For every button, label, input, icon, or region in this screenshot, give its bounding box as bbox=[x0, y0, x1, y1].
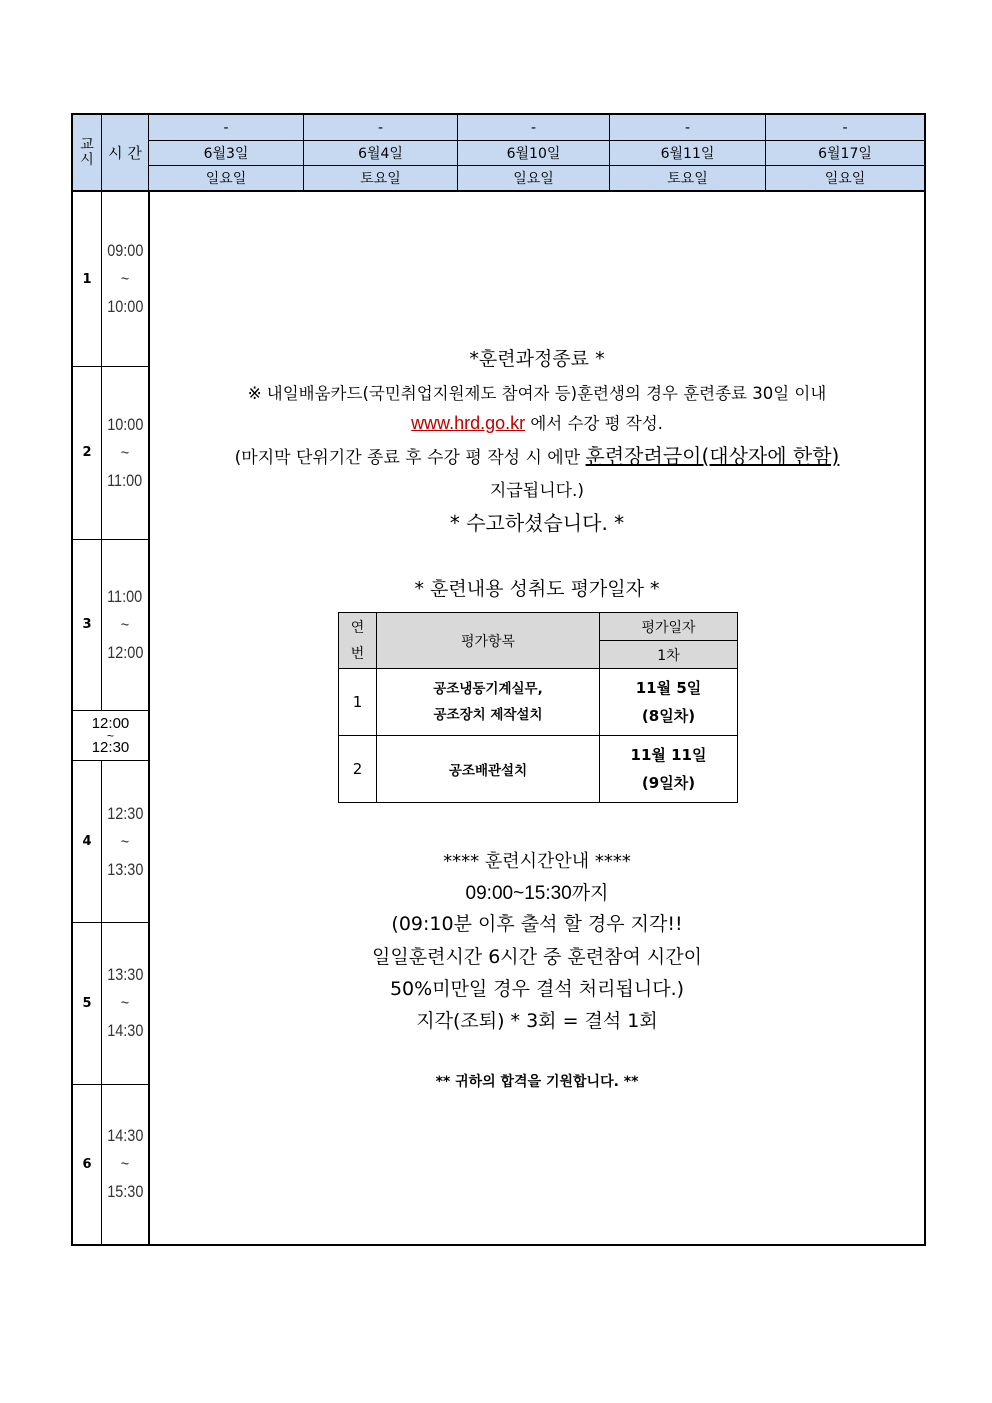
period-time-start: 11:00 bbox=[107, 586, 143, 606]
eval-row-date bbox=[600, 669, 738, 736]
period-header bbox=[73, 115, 101, 190]
period-time-end: 10:00 bbox=[106, 297, 144, 316]
period-time-end: 15:30 bbox=[106, 1182, 144, 1201]
day-header-weekday: 일요일 bbox=[457, 165, 609, 190]
period-time-start: 09:00 bbox=[106, 241, 144, 260]
eval-row-item: 공조배관설치 bbox=[377, 736, 600, 803]
eval-col-no bbox=[339, 613, 377, 669]
eval-col-no-2: 번 bbox=[350, 645, 365, 662]
day-header-date: 6월3일 bbox=[148, 140, 303, 165]
eval-col-date: 평가일자 bbox=[600, 613, 738, 641]
hrd-link[interactable]: www.hrd.go.kr bbox=[411, 413, 526, 433]
notice-line1: ※ 내일배움카드(국민취업지원제도 참여자 등)훈련생의 경우 훈련종료 30일 이내 bbox=[247, 384, 827, 403]
day-header-weekday: 일요일 bbox=[765, 165, 924, 190]
period-time-sep: ~ bbox=[120, 269, 130, 288]
day-header-dash: - bbox=[609, 115, 765, 140]
table-row bbox=[339, 736, 738, 803]
period-time-sep: ~ bbox=[120, 442, 130, 462]
period-time-end: 11:00 bbox=[107, 470, 143, 490]
period-time bbox=[102, 366, 148, 539]
guide-rule3: 지각(조퇴) * 3회 = 결석 1회 bbox=[416, 1010, 658, 1032]
eval-row-date-line2: (9일차) bbox=[641, 774, 696, 792]
eval-row-item bbox=[377, 669, 600, 736]
period-time bbox=[102, 922, 148, 1084]
time-header bbox=[101, 115, 148, 190]
day-header-weekday: 토요일 bbox=[609, 165, 765, 190]
period-time-end: 14:30 bbox=[106, 1021, 144, 1040]
period-number: 1 bbox=[82, 271, 92, 287]
lunch-end: 12:30 bbox=[91, 738, 130, 756]
eval-row-item-line1: 공조냉동기계실무, bbox=[433, 681, 543, 697]
period-time bbox=[102, 761, 148, 922]
day-header-weekday: 토요일 bbox=[303, 165, 457, 190]
period-time-sep: ~ bbox=[120, 993, 130, 1012]
eval-col-item: 평가항목 bbox=[377, 613, 600, 669]
period-header-char2: 시 bbox=[80, 151, 94, 168]
eval-row-date-line2: (8일차) bbox=[641, 707, 696, 725]
period-time-sep: ~ bbox=[120, 831, 130, 851]
notice-line4: 지급됩니다.) bbox=[489, 481, 585, 501]
period-time-start: 12:30 bbox=[106, 803, 144, 823]
day-header-date: 6월17일 bbox=[765, 140, 924, 165]
notice-title: *훈련과정종료 * bbox=[469, 348, 605, 370]
period-header-char1: 교 bbox=[80, 136, 94, 153]
notice-thanks: * 수고하셨습니다. * bbox=[449, 511, 625, 535]
day-header-date: 6월10일 bbox=[457, 140, 609, 165]
period-time bbox=[102, 539, 148, 710]
time-header-label: 시 간 bbox=[108, 144, 142, 162]
eval-row-date-line1: 11월 5일 bbox=[635, 679, 702, 697]
eval-title: * 훈련내용 성취도 평가일자 * bbox=[414, 578, 660, 600]
period-number: 3 bbox=[82, 617, 92, 632]
day-header-dash: - bbox=[457, 115, 609, 140]
notice-line3-pre: (마지막 단위기간 종료 후 수강 평 작성 시 에만 bbox=[234, 448, 586, 468]
lunch-start: 12:00 bbox=[91, 714, 130, 732]
period-number: 5 bbox=[82, 995, 92, 1011]
eval-row-date-line1: 11월 11일 bbox=[630, 746, 707, 764]
period-time-sep: ~ bbox=[120, 1154, 130, 1173]
day-header-date: 6월4일 bbox=[303, 140, 457, 165]
eval-row-date bbox=[600, 736, 738, 803]
eval-row-no: 1 bbox=[339, 669, 377, 736]
period-time-start: 14:30 bbox=[106, 1126, 144, 1145]
period-number: 6 bbox=[82, 1156, 92, 1172]
eval-col-no-1: 연 bbox=[350, 619, 365, 636]
day-header-date: 6월11일 bbox=[609, 140, 765, 165]
guide-rule1: 일일훈련시간 6시간 중 훈련참여 시간이 bbox=[372, 946, 702, 968]
table-row bbox=[339, 669, 738, 736]
notice-line2-rest: 에서 수강 평 작성. bbox=[525, 414, 663, 433]
notice-line2 bbox=[148, 410, 926, 434]
guide-late: (09:10분 이후 출석 할 경우 지각!! bbox=[391, 913, 683, 935]
period-time bbox=[102, 1084, 148, 1244]
eval-row-no: 2 bbox=[339, 736, 377, 803]
period-time-end: 12:00 bbox=[106, 642, 144, 662]
day-header-dash: - bbox=[303, 115, 457, 140]
period-number: 2 bbox=[82, 445, 92, 460]
notice-line3-emph: 훈련장려금이(대상자에 한함) bbox=[585, 444, 840, 468]
eval-row-item-line2: 공조장치 제작설치 bbox=[433, 707, 543, 723]
period-time-sep: ~ bbox=[120, 614, 130, 634]
guide-wish: ** 귀하의 합격을 기원합니다. ** bbox=[435, 1074, 639, 1090]
header-divider bbox=[73, 190, 924, 192]
period-time-start: 10:00 bbox=[106, 414, 144, 434]
day-header-dash: - bbox=[148, 115, 303, 140]
guide-rule2: 50%미만일 경우 결석 처리됩니다.) bbox=[389, 978, 685, 1000]
day-header-weekday: 일요일 bbox=[148, 165, 303, 190]
lunch-row bbox=[73, 710, 148, 761]
notice-line3 bbox=[148, 440, 926, 469]
eval-table bbox=[338, 612, 738, 803]
period-time bbox=[102, 192, 148, 366]
day-header-dash: - bbox=[765, 115, 924, 140]
eval-col-round: 1차 bbox=[600, 641, 738, 669]
period-number: 4 bbox=[82, 834, 92, 849]
guide-title: **** 훈련시간안내 **** bbox=[443, 851, 631, 872]
period-time-end: 13:30 bbox=[106, 859, 144, 879]
lunch-sep: ~ bbox=[106, 728, 114, 743]
guide-hours: 09:00~15:30까지 bbox=[465, 883, 609, 904]
period-time-start: 13:30 bbox=[106, 965, 144, 984]
